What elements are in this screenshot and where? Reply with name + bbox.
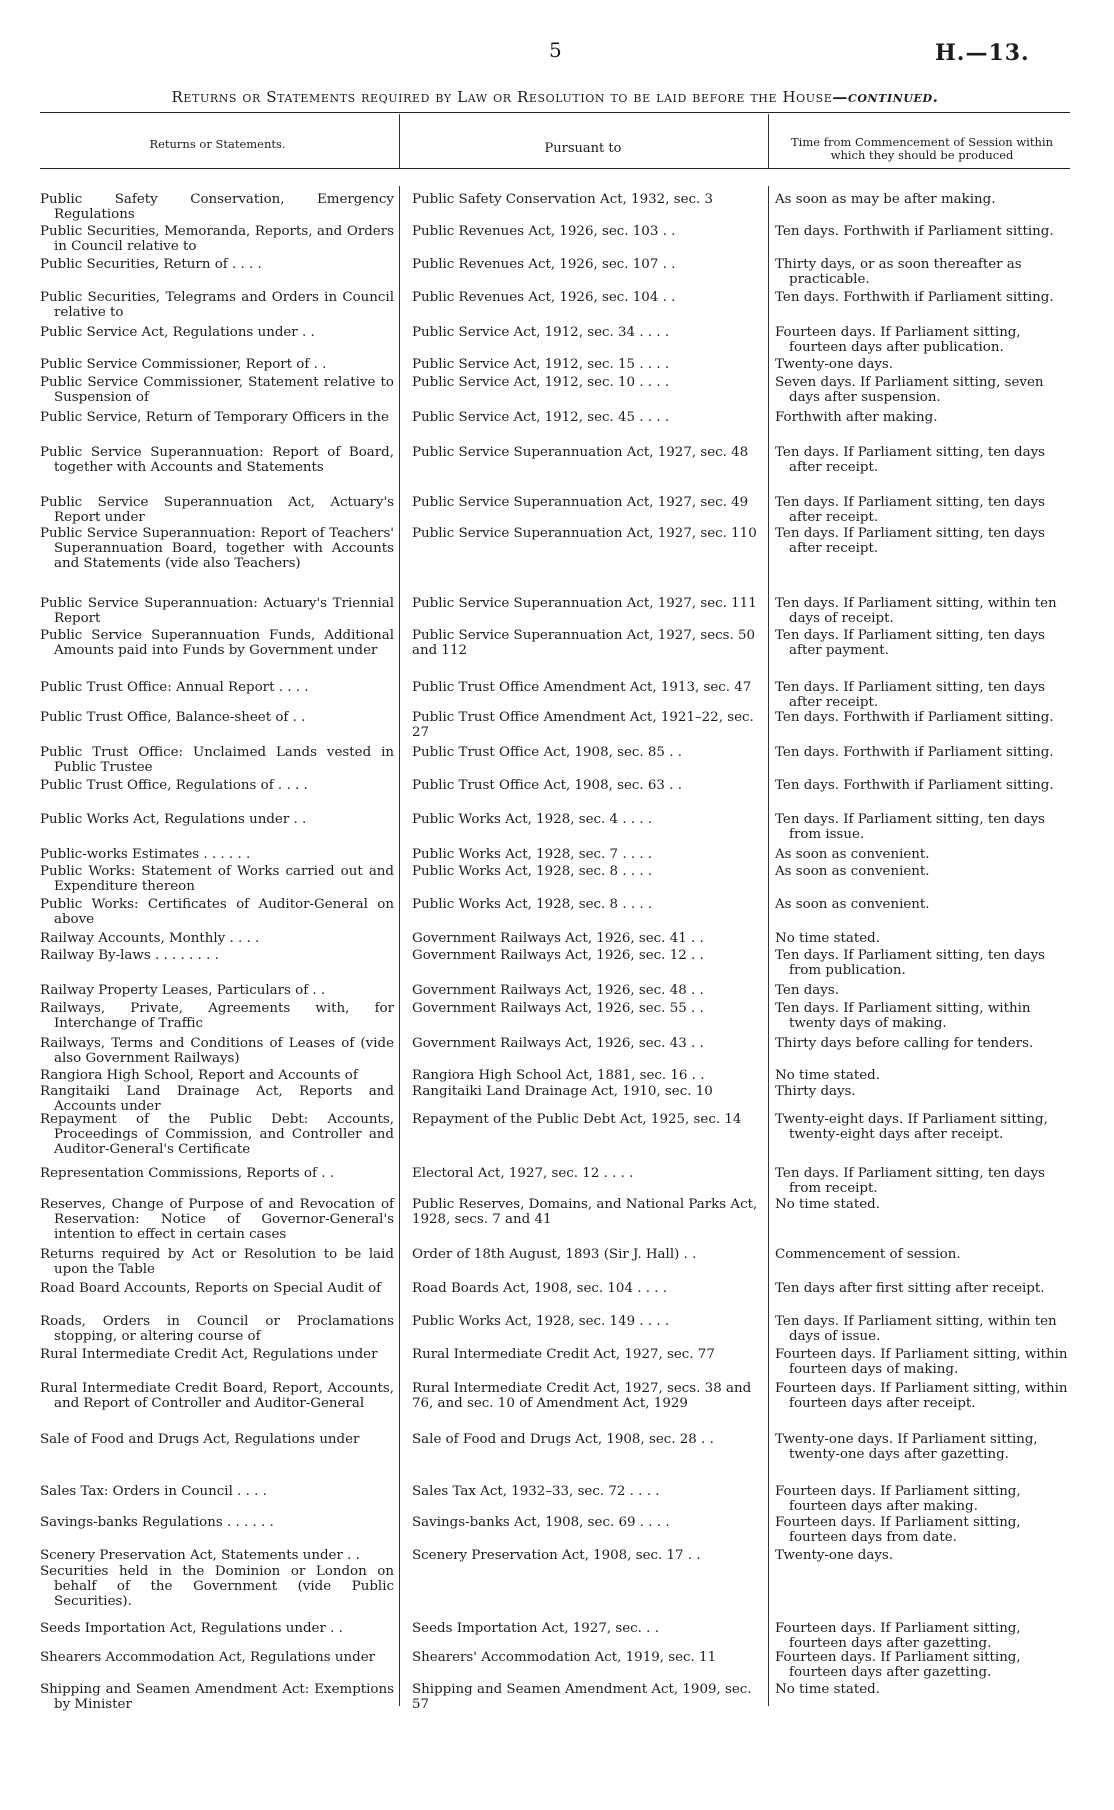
time-cell: Fourteen days. If Parliament sitting, fourteen days after gazetting. — [775, 1621, 1021, 1651]
pursuant-cell: Public Service Act, 1912, sec. 10 . . . . — [412, 375, 670, 390]
return-cell: Railway Accounts, Monthly . . . . — [40, 931, 260, 946]
pursuant-cell: Shearers' Accommodation Act, 1919, sec. 11 — [412, 1650, 717, 1665]
pursuant-cell: Public Trust Office Amendment Act, 1921–22, sec. 27 — [412, 710, 754, 740]
pursuant-cell: Rural Intermediate Credit Act, 1927, sec. 77 — [412, 1347, 715, 1362]
pursuant-cell: Public Revenues Act, 1926, sec. 107 . . — [412, 257, 676, 272]
pursuant-cell: Public Works Act, 1928, sec. 8 . . . . — [412, 864, 653, 879]
time-cell: Ten days. If Parliament sitting, within twenty days of making. — [775, 1001, 1031, 1031]
time-cell: Fourteen days. If Parliament sitting, fourteen days after making. — [775, 1484, 1021, 1514]
return-cell: Railway Property Leases, Particulars of . . — [40, 983, 326, 998]
return-cell: Sales Tax: Orders in Council . . . . — [40, 1484, 267, 1499]
time-cell: Thirty days. — [775, 1084, 856, 1099]
pursuant-cell: Public Works Act, 1928, sec. 4 . . . . — [412, 812, 653, 827]
time-cell: Seven days. If Parliament sitting, seven days after suspension. — [775, 375, 1044, 405]
running-title-text: Returns or Statements required by Law or Resolution to be laid before the House — [171, 88, 833, 106]
running-title-suffix: —continued. — [832, 88, 939, 106]
pursuant-cell: Government Railways Act, 1926, sec. 55 . . — [412, 1001, 704, 1016]
return-cell: Public Safety Conservation, Emergency Regulations — [40, 192, 394, 222]
return-cell: Savings-banks Regulations . . . . . . — [40, 1515, 274, 1530]
time-cell: As soon as convenient. — [775, 897, 930, 912]
time-cell: No time stated. — [775, 1682, 880, 1697]
pursuant-cell: Public Service Act, 1912, sec. 15 . . . . — [412, 357, 670, 372]
pursuant-cell: Public Service Superannuation Act, 1927, sec. 111 — [412, 596, 757, 611]
return-cell: Public Trust Office, Regulations of . . . . — [40, 778, 308, 793]
return-cell: Roads, Orders in Council or Proclamations stopping, or altering course of — [40, 1314, 394, 1344]
return-cell: Public Service Commissioner, Statement relative to Suspension of — [40, 375, 394, 405]
time-cell: Thirty days, or as soon thereafter as practicable. — [775, 257, 1022, 287]
time-cell: Fourteen days. If Parliament sitting, fourteen days after publication. — [775, 325, 1021, 355]
page-number: 5 — [549, 38, 562, 62]
time-cell: No time stated. — [775, 931, 880, 946]
column-header-pursuant: Pursuant to — [544, 141, 622, 156]
return-cell: Railway By-laws . . . . . . . . — [40, 948, 219, 963]
pursuant-cell: Public Works Act, 1928, sec. 8 . . . . — [412, 897, 653, 912]
time-cell: Twenty-eight days. If Parliament sitting, twenty-eight days after receipt. — [775, 1112, 1048, 1142]
column-header-time: Time from Commencement of Session within which they should be produced — [791, 135, 1053, 162]
return-cell: Returns required by Act or Resolution to be laid upon the Table — [40, 1247, 394, 1277]
pursuant-cell: Public Works Act, 1928, sec. 149 . . . . — [412, 1314, 670, 1329]
return-cell: Sale of Food and Drugs Act, Regulations under — [40, 1432, 360, 1447]
pursuant-cell: Repayment of the Public Debt Act, 1925, sec. 14 — [412, 1112, 742, 1127]
return-cell: Public Service Commissioner, Report of . . — [40, 357, 327, 372]
return-cell: Railways, Private, Agreements with, for Interchange of Traffic — [40, 1001, 394, 1031]
document-code: H.—13. — [935, 40, 1030, 66]
return-cell: Public Securities, Telegrams and Orders in Council relative to — [40, 290, 394, 320]
pursuant-cell: Rangiora High School Act, 1881, sec. 16 . . — [412, 1068, 705, 1083]
time-cell: Ten days. If Parliament sitting, ten days from issue. — [775, 812, 1046, 842]
pursuant-cell: Seeds Importation Act, 1927, sec. . . — [412, 1621, 659, 1636]
return-cell: Securities held in the Dominion or London on behalf of the Government (vide Public Securities). — [40, 1564, 394, 1609]
pursuant-cell: Scenery Preservation Act, 1908, sec. 17 . . — [412, 1548, 701, 1563]
return-cell: Road Board Accounts, Reports on Special Audit of — [40, 1281, 382, 1296]
time-cell: Ten days. If Parliament sitting, within ten days of issue. — [775, 1314, 1057, 1344]
pursuant-cell: Government Railways Act, 1926, sec. 43 . . — [412, 1036, 704, 1051]
time-cell: Commencement of session. — [775, 1247, 961, 1262]
return-cell: Repayment of the Public Debt: Accounts, Proceedings of Commission, and Controller and Auditor-General's Certificate — [40, 1112, 394, 1157]
pursuant-cell: Public Works Act, 1928, sec. 7 . . . . — [412, 847, 653, 862]
return-cell: Shipping and Seamen Amendment Act: Exemptions by Minister — [40, 1682, 394, 1712]
time-cell: Ten days. If Parliament sitting, ten days after receipt. — [775, 445, 1046, 475]
time-cell: Fourteen days. If Parliament sitting, within fourteen days of making. — [775, 1347, 1068, 1377]
return-cell: Public Securities, Return of . . . . — [40, 257, 262, 272]
return-cell: Public Service Superannuation: Report of Board, together with Accounts and Statements — [40, 445, 394, 475]
return-cell: Public Trust Office, Balance-sheet of . . — [40, 710, 306, 725]
return-cell: Public Trust Office: Annual Report . . . . — [40, 680, 309, 695]
pursuant-cell: Government Railways Act, 1926, sec. 41 . . — [412, 931, 704, 946]
time-cell: Ten days. Forthwith if Parliament sitting. — [775, 290, 1054, 305]
return-cell: Public Service Act, Regulations under . . — [40, 325, 315, 340]
return-cell: Public Service Superannuation: Actuary's Triennial Report — [40, 596, 394, 626]
return-cell: Public-works Estimates . . . . . . — [40, 847, 251, 862]
pursuant-cell: Public Service Superannuation Act, 1927, sec. 49 — [412, 495, 749, 510]
time-cell: Ten days. If Parliament sitting, ten days after receipt. — [775, 680, 1046, 710]
pursuant-cell: Government Railways Act, 1926, sec. 48 . . — [412, 983, 704, 998]
pursuant-cell: Order of 18th August, 1893 (Sir J. Hall) . . — [412, 1247, 697, 1262]
pursuant-cell: Rangitaiki Land Drainage Act, 1910, sec. 10 — [412, 1084, 713, 1099]
time-cell: Fourteen days. If Parliament sitting, fourteen days after gazetting. — [775, 1650, 1021, 1680]
return-cell: Rural Intermediate Credit Board, Report, Accounts, and Report of Controller and Auditor-General — [40, 1381, 394, 1411]
time-cell: Ten days. Forthwith if Parliament sitting. — [775, 710, 1054, 725]
pursuant-cell: Public Trust Office Act, 1908, sec. 85 . . — [412, 745, 682, 760]
return-cell: Public Service Superannuation Act, Actuary's Report under — [40, 495, 394, 525]
return-cell: Rangitaiki Land Drainage Act, Reports and Accounts under — [40, 1084, 394, 1114]
pursuant-cell: Public Trust Office Amendment Act, 1913, sec. 47 — [412, 680, 752, 695]
return-cell: Public Works Act, Regulations under . . — [40, 812, 307, 827]
time-cell: Forthwith after making. — [775, 410, 938, 425]
return-cell: Public Service Superannuation: Report of Teachers' Superannuation Board, together with Accounts and Statements (vide also Teachers) — [40, 526, 394, 571]
return-cell: Rangiora High School, Report and Accounts of — [40, 1068, 358, 1083]
time-cell: Twenty-one days. — [775, 1548, 894, 1563]
return-cell: Public Trust Office: Unclaimed Lands vested in Public Trustee — [40, 745, 394, 775]
time-cell: Twenty-one days. — [775, 357, 894, 372]
time-cell: As soon as may be after making. — [775, 192, 996, 207]
time-cell: Ten days. — [775, 983, 839, 998]
pursuant-cell: Public Service Act, 1912, sec. 45 . . . . — [412, 410, 670, 425]
pursuant-cell: Public Service Superannuation Act, 1927, secs. 50 and 112 — [412, 628, 756, 658]
pursuant-cell: Electoral Act, 1927, sec. 12 . . . . — [412, 1166, 634, 1181]
time-cell: Ten days. Forthwith if Parliament sitting. — [775, 745, 1054, 760]
pursuant-cell: Public Revenues Act, 1926, sec. 103 . . — [412, 224, 676, 239]
time-cell: As soon as convenient. — [775, 847, 930, 862]
return-cell: Shearers Accommodation Act, Regulations under — [40, 1650, 376, 1665]
time-cell: Fourteen days. If Parliament sitting, within fourteen days after receipt. — [775, 1381, 1068, 1411]
return-cell: Representation Commissions, Reports of . . — [40, 1166, 334, 1181]
time-cell: Fourteen days. If Parliament sitting, fourteen days from date. — [775, 1515, 1021, 1545]
pursuant-cell: Savings-banks Act, 1908, sec. 69 . . . . — [412, 1515, 670, 1530]
return-cell: Public Works: Certificates of Auditor-General on above — [40, 897, 394, 927]
pursuant-cell: Public Service Act, 1912, sec. 34 . . . . — [412, 325, 670, 340]
time-cell: Thirty days before calling for tenders. — [775, 1036, 1034, 1051]
pursuant-cell: Sales Tax Act, 1932–33, sec. 72 . . . . — [412, 1484, 660, 1499]
time-cell: Twenty-one days. If Parliament sitting, twenty-one days after gazetting. — [775, 1432, 1038, 1462]
return-cell: Railways, Terms and Conditions of Leases of (vide also Government Railways) — [40, 1036, 394, 1066]
time-cell: Ten days. If Parliament sitting, ten days from publication. — [775, 948, 1046, 978]
return-cell: Rural Intermediate Credit Act, Regulations under — [40, 1347, 378, 1362]
time-cell: Ten days. Forthwith if Parliament sitting. — [775, 224, 1054, 239]
time-cell: Ten days. Forthwith if Parliament sitting. — [775, 778, 1054, 793]
time-cell: Ten days. If Parliament sitting, ten days after receipt. — [775, 495, 1046, 525]
return-cell: Scenery Preservation Act, Statements under . . — [40, 1548, 360, 1563]
pursuant-cell: Public Trust Office Act, 1908, sec. 63 . . — [412, 778, 682, 793]
time-cell: Ten days. If Parliament sitting, ten days from receipt. — [775, 1166, 1046, 1196]
pursuant-cell: Road Boards Act, 1908, sec. 104 . . . . — [412, 1281, 668, 1296]
pursuant-cell: Public Safety Conservation Act, 1932, sec. 3 — [412, 192, 714, 207]
pursuant-cell: Public Reserves, Domains, and National Parks Act, 1928, secs. 7 and 41 — [412, 1197, 758, 1227]
time-cell: As soon as convenient. — [775, 864, 930, 879]
time-cell: No time stated. — [775, 1068, 880, 1083]
pursuant-cell: Sale of Food and Drugs Act, 1908, sec. 28 . . — [412, 1432, 714, 1447]
return-cell: Public Securities, Memoranda, Reports, and Orders in Council relative to — [40, 224, 394, 254]
return-cell: Seeds Importation Act, Regulations under . . — [40, 1621, 343, 1636]
time-cell: Ten days. If Parliament sitting, ten days after receipt. — [775, 526, 1046, 556]
pursuant-cell: Government Railways Act, 1926, sec. 12 . . — [412, 948, 704, 963]
time-cell: Ten days. If Parliament sitting, ten days after payment. — [775, 628, 1046, 658]
return-cell: Public Service, Return of Temporary Officers in the — [40, 410, 389, 425]
time-cell: Ten days. If Parliament sitting, within ten days of receipt. — [775, 596, 1057, 626]
time-cell: No time stated. — [775, 1197, 880, 1212]
return-cell: Public Works: Statement of Works carried out and Expenditure thereon — [40, 864, 394, 894]
pursuant-cell: Public Revenues Act, 1926, sec. 104 . . — [412, 290, 676, 305]
time-cell: Ten days after first sitting after receipt. — [775, 1281, 1045, 1296]
pursuant-cell: Public Service Superannuation Act, 1927, sec. 110 — [412, 526, 757, 541]
return-cell: Reserves, Change of Purpose of and Revocation of Reservation: Notice of Governor-General's intention to effect in certain cases — [40, 1197, 394, 1242]
pursuant-cell: Rural Intermediate Credit Act, 1927, secs. 38 and 76, and sec. 10 of Amendment Act, 1929 — [412, 1381, 752, 1411]
pursuant-cell: Shipping and Seamen Amendment Act, 1909, sec. 57 — [412, 1682, 752, 1712]
return-cell: Public Service Superannuation Funds, Additional Amounts paid into Funds by Government under — [40, 628, 394, 658]
column-header-returns: Returns or Statements. — [149, 137, 286, 151]
pursuant-cell: Public Service Superannuation Act, 1927, sec. 48 — [412, 445, 749, 460]
